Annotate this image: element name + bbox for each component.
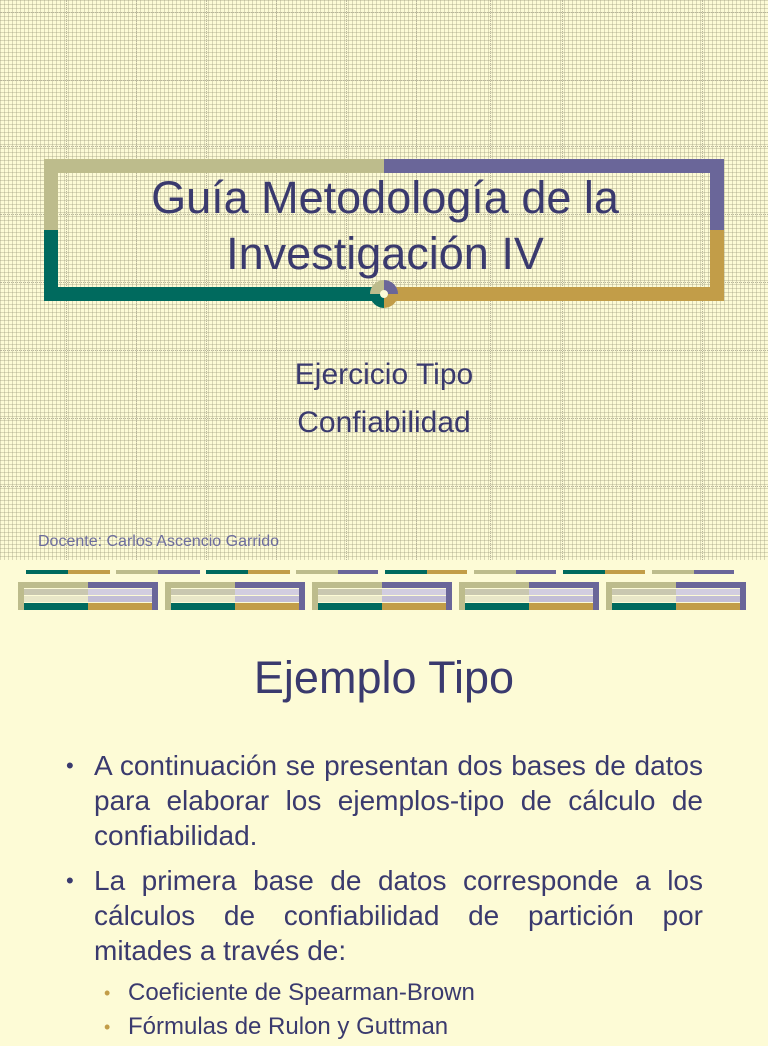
slide-title (60, 170, 710, 282)
deco-line (26, 570, 68, 574)
frame-bottom-right (384, 287, 724, 301)
grid-line (0, 350, 768, 352)
deco-block (18, 582, 158, 610)
deco-line (385, 570, 427, 574)
bullet-list (66, 748, 703, 1046)
deco-line (474, 570, 516, 574)
deco-line (296, 570, 338, 574)
deco-line (427, 570, 467, 574)
decorative-blocks (18, 582, 758, 612)
docente-label: Docente: Carlos Ascencio Garrido (38, 533, 279, 550)
deco-line (652, 570, 694, 574)
deco-line (563, 570, 605, 574)
frame-bottom-left (44, 287, 384, 301)
deco-line (158, 570, 200, 574)
grid-line (0, 12, 768, 14)
title-line-2: Investigación IV (226, 228, 544, 279)
subtitle-line-2: Confiabilidad (297, 406, 471, 439)
bullet-item: • A continuación se presentan dos bases de datos para elaborar los ejemplos-tipo de cálculo de confiabilidad. (66, 748, 703, 853)
deco-line (516, 570, 556, 574)
title-line-1: Guía Metodología de la (151, 172, 619, 223)
subtitle-line-1: Ejercicio Tipo (294, 358, 474, 391)
deco-line (248, 570, 290, 574)
frame-right-top (710, 159, 724, 230)
grid-line (0, 146, 768, 148)
bullet-item: • La primera base de datos corresponde a los cálculos de confiabilidad de partición por mitades a través de: (66, 863, 703, 968)
grid-line (0, 486, 768, 488)
deco-block (165, 582, 305, 610)
deco-line (68, 570, 110, 574)
deco-block (606, 582, 746, 610)
sub-bullet-item: • Fórmulas de Rulon y Guttman (66, 1012, 703, 1042)
deco-line (206, 570, 248, 574)
deco-line (605, 570, 645, 574)
grid-line (0, 80, 768, 82)
frame-left-top (44, 159, 58, 230)
frame-ornament-icon (370, 280, 398, 308)
deco-line (338, 570, 378, 574)
slide2-title: Ejemplo Tipo (253, 652, 515, 703)
sub-bullet-item: • Coeficiente de Spearman-Brown (66, 978, 703, 1008)
deco-block (312, 582, 452, 610)
deco-line (116, 570, 158, 574)
deco-line (694, 570, 734, 574)
content-slide (0, 612, 768, 1040)
deco-block (459, 582, 599, 610)
